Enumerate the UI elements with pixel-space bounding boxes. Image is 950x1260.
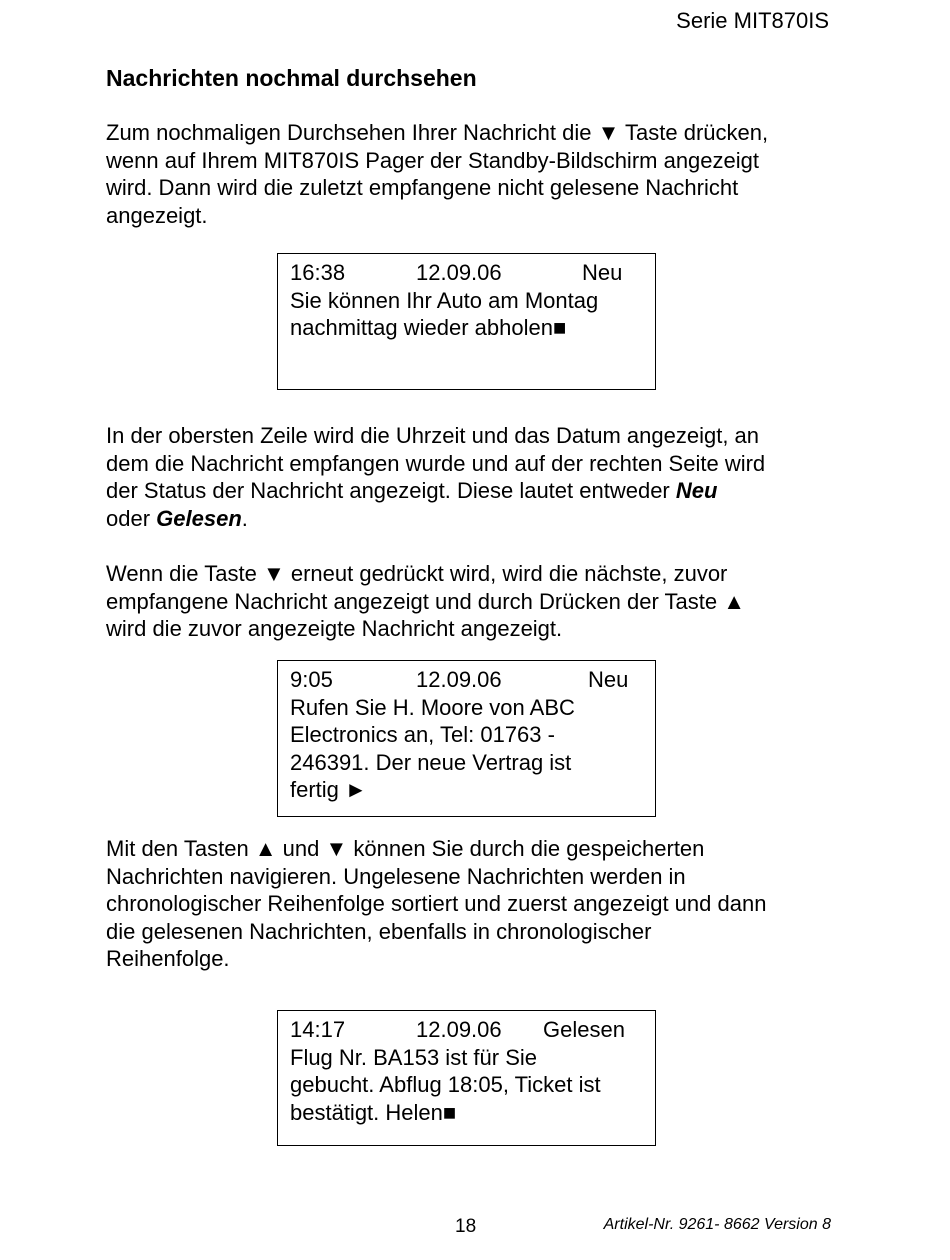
navigation-paragraph — [106, 560, 866, 643]
message-status: Neu — [582, 260, 623, 285]
message-line: Electronics an, Tel: 01763 - — [290, 722, 555, 747]
message-line: bestätigt. Helen■ — [290, 1099, 457, 1125]
page-number: 18 — [455, 1216, 477, 1237]
message-status: Gelesen — [543, 1017, 625, 1042]
message-line: 246391. Der neue Vertrag ist — [290, 749, 572, 775]
series-label: Serie MIT870IS — [676, 8, 829, 33]
section-heading: Nachrichten nochmal durchsehen — [106, 65, 477, 91]
message-time: 16:38 — [290, 260, 346, 285]
message-line: gebucht. Abflug 18:05, Ticket ist — [290, 1072, 601, 1097]
paragraph-line — [106, 505, 866, 533]
message-time: 9:05 — [290, 667, 333, 692]
screen-header-row — [290, 259, 643, 287]
status-paragraph — [106, 422, 866, 532]
paragraph-line: wird. Dann wird die zuletzt empfangene nicht gelesene Nachricht — [106, 175, 739, 200]
pager-screen-3 — [277, 1010, 656, 1146]
intro-paragraph — [106, 119, 866, 229]
message-date: 12.09.06 — [416, 667, 502, 692]
paragraph-text: der Status der Nachricht angezeigt. Diese lautet entweder — [106, 478, 676, 503]
paragraph-text: oder — [106, 505, 157, 531]
paragraph-line: empfangene Nachricht angezeigt und durch Drücken der Taste ▲ — [106, 588, 745, 614]
screen-header-row — [290, 666, 643, 694]
message-date: 12.09.06 — [416, 260, 502, 285]
screen-header-row — [290, 1016, 643, 1044]
paragraph-text: . — [241, 505, 248, 531]
paragraph-line: In der obersten Zeile wird die Uhrzeit und das Datum angezeigt, an — [106, 423, 760, 448]
paragraph-line: wird die zuvor angezeigte Nachricht angezeigt. — [106, 616, 563, 641]
paragraph-line — [106, 477, 866, 505]
paragraph-line: Wenn die Taste ▼ erneut gedrückt wird, wird die nächste, zuvor — [106, 561, 728, 586]
pager-screen-1 — [277, 253, 656, 390]
paragraph-line: die gelesenen Nachrichten, ebenfalls in chronologischer — [106, 918, 652, 944]
message-line: Flug Nr. BA153 ist für Sie — [290, 1044, 537, 1070]
status-term-gelesen: Gelesen — [156, 505, 242, 531]
paragraph-line: Zum nochmaligen Durchsehen Ihrer Nachricht die ▼ Taste drücken, — [106, 120, 769, 145]
paragraph-line: Reihenfolge. — [106, 946, 230, 971]
paragraph-line: Mit den Tasten ▲ und ▼ können Sie durch die gespeicherten — [106, 836, 705, 861]
status-term-neu: Neu — [675, 478, 718, 503]
paragraph-line: Nachrichten navigieren. Ungelesene Nachrichten werden in — [106, 863, 686, 889]
message-time: 14:17 — [290, 1017, 346, 1042]
paragraph-line: dem die Nachricht empfangen wurde und auf der rechten Seite wird — [106, 450, 766, 476]
message-line: fertig ► — [290, 777, 367, 802]
paragraph-line: chronologischer Reihenfolge sortiert und zuerst angezeigt und dann — [106, 891, 767, 916]
message-line: nachmittag wieder abholen■ — [290, 315, 567, 340]
paragraph-line: wenn auf Ihrem MIT870IS Pager der Standby-Bildschirm angezeigt — [106, 147, 759, 173]
message-status: Neu — [588, 667, 629, 692]
message-date: 12.09.06 — [416, 1017, 502, 1042]
message-line: Sie können Ihr Auto am Montag — [290, 287, 599, 313]
article-number: Artikel-Nr. 9261- 8662 Version 8 — [603, 1216, 831, 1233]
pager-screen-2 — [277, 660, 656, 817]
message-line: Rufen Sie H. Moore von ABC — [290, 694, 575, 720]
paragraph-line: angezeigt. — [106, 202, 208, 228]
order-paragraph — [106, 835, 866, 973]
